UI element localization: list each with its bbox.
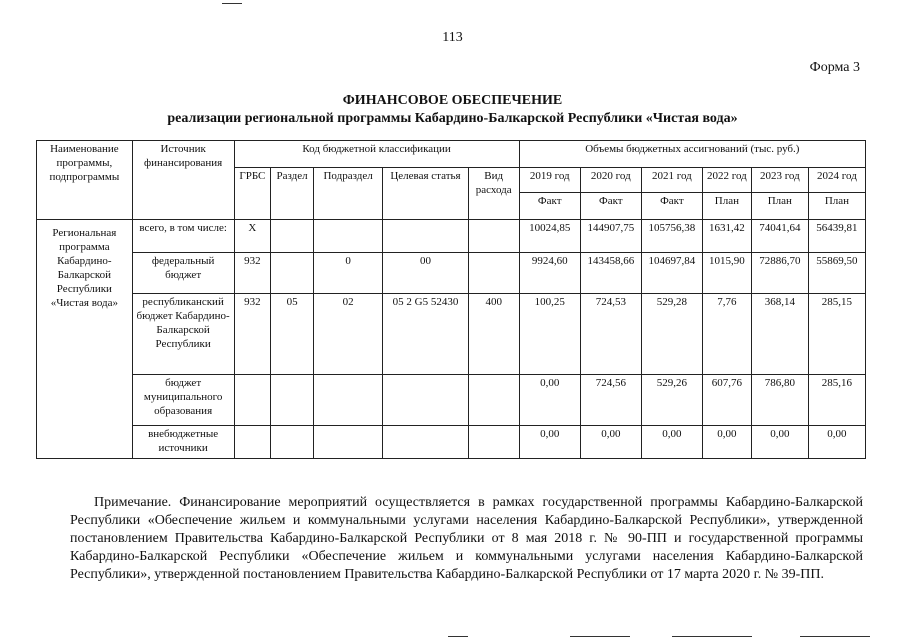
value-cell: 0,00 bbox=[751, 426, 808, 459]
value-cell: 607,76 bbox=[702, 375, 751, 426]
header-grbs: ГРБС bbox=[234, 168, 271, 220]
program-name-cell: Региональная программа Кабардино-Балкарской Республики «Чистая вода» bbox=[37, 220, 133, 459]
scan-artifact-bottom bbox=[570, 636, 630, 637]
podrazdel-cell bbox=[313, 375, 382, 426]
vid-cell bbox=[468, 253, 519, 294]
grbs-cell bbox=[234, 375, 271, 426]
header-year: 2021 год bbox=[641, 168, 702, 193]
header-target: Целевая статья bbox=[383, 168, 469, 220]
target-cell: 05 2 G5 52430 bbox=[383, 294, 469, 375]
header-kind: План bbox=[702, 193, 751, 220]
value-cell: 0,00 bbox=[641, 426, 702, 459]
header-budget-code: Код бюджетной классификации bbox=[234, 141, 519, 168]
document-subtitle: реализации региональной программы Кабардино-Балкарской Республики «Чистая вода» bbox=[167, 111, 738, 126]
source-cell: республиканский бюджет Кабардино-Балкарской Республики bbox=[132, 294, 234, 375]
page-number: 113 bbox=[442, 30, 463, 45]
value-cell: 9924,60 bbox=[519, 253, 580, 294]
financing-table bbox=[36, 140, 866, 459]
scan-artifact-top bbox=[222, 3, 242, 4]
target-cell bbox=[383, 220, 469, 253]
value-cell: 1015,90 bbox=[702, 253, 751, 294]
table-row bbox=[37, 220, 866, 253]
value-cell: 0,00 bbox=[519, 426, 580, 459]
vid-cell bbox=[468, 375, 519, 426]
source-cell: внебюджетные источники bbox=[132, 426, 234, 459]
header-podrazdel: Подраздел bbox=[313, 168, 382, 220]
value-cell: 1631,42 bbox=[702, 220, 751, 253]
value-cell: 100,25 bbox=[519, 294, 580, 375]
value-cell: 368,14 bbox=[751, 294, 808, 375]
value-cell: 74041,64 bbox=[751, 220, 808, 253]
value-cell: 724,53 bbox=[580, 294, 641, 375]
razdel-cell bbox=[271, 375, 314, 426]
form-label: Форма 3 bbox=[809, 60, 860, 75]
value-cell: 0,00 bbox=[808, 426, 865, 459]
header-volumes: Объемы бюджетных ассигнований (тыс. руб.) bbox=[519, 141, 865, 168]
table-row bbox=[37, 294, 866, 375]
table-row bbox=[37, 375, 866, 426]
vid-cell: 400 bbox=[468, 294, 519, 375]
value-cell: 0,00 bbox=[519, 375, 580, 426]
header-kind: План bbox=[751, 193, 808, 220]
grbs-cell: Х bbox=[234, 220, 271, 253]
value-cell: 144907,75 bbox=[580, 220, 641, 253]
header-year: 2019 год bbox=[519, 168, 580, 193]
header-kind: План bbox=[808, 193, 865, 220]
value-cell: 56439,81 bbox=[808, 220, 865, 253]
header-program-name: Наименование программы, подпрограммы bbox=[37, 141, 133, 220]
value-cell: 143458,66 bbox=[580, 253, 641, 294]
razdel-cell bbox=[271, 220, 314, 253]
scan-artifact-bottom bbox=[448, 636, 468, 637]
value-cell: 7,76 bbox=[702, 294, 751, 375]
value-cell: 105756,38 bbox=[641, 220, 702, 253]
value-cell: 786,80 bbox=[751, 375, 808, 426]
value-cell: 285,16 bbox=[808, 375, 865, 426]
target-cell: 00 bbox=[383, 253, 469, 294]
header-kind: Факт bbox=[519, 193, 580, 220]
razdel-cell bbox=[271, 253, 314, 294]
value-cell: 529,28 bbox=[641, 294, 702, 375]
header-kind: Факт bbox=[580, 193, 641, 220]
grbs-cell bbox=[234, 426, 271, 459]
podrazdel-cell bbox=[313, 426, 382, 459]
header-vid: Вид расхода bbox=[468, 168, 519, 220]
value-cell: 285,15 bbox=[808, 294, 865, 375]
scan-artifact-bottom bbox=[672, 636, 752, 637]
header-source: Источник финансирования bbox=[132, 141, 234, 220]
razdel-cell: 05 bbox=[271, 294, 314, 375]
source-cell: бюджет муниципального образования bbox=[132, 375, 234, 426]
podrazdel-cell bbox=[313, 220, 382, 253]
document-title: ФИНАНСОВОЕ ОБЕСПЕЧЕНИЕ bbox=[342, 93, 563, 108]
footnote bbox=[70, 494, 863, 584]
vid-cell bbox=[468, 426, 519, 459]
header-kind: Факт bbox=[641, 193, 702, 220]
vid-cell bbox=[468, 220, 519, 253]
source-cell: федеральный бюджет bbox=[132, 253, 234, 294]
footnote-text: Примечание. Финансирование мероприятий осуществляется в рамках государственной программы Кабардино-Балкарской Республики «Обеспечение жильем и коммунальными услугами населения Кабардино-Балкарской Республики», утвержденной постановлением Правительства Кабардино-Балкарской Республики от 8 мая 2018 г. № 90-ПП и государственной программы Кабардино-Балкарской Республики «Обеспечение жильем и коммунальными услугами населения Кабардино-Балкарской Республики», утвержденной постановлением Правительства Кабардино-Балкарской Республики от 17 марта 2020 г. № 39-ПП. bbox=[70, 495, 863, 582]
header-year: 2020 год bbox=[580, 168, 641, 193]
table-row bbox=[37, 253, 866, 294]
target-cell bbox=[383, 426, 469, 459]
podrazdel-cell: 0 bbox=[313, 253, 382, 294]
header-razdel: Раздел bbox=[271, 168, 314, 220]
header-year: 2022 год bbox=[702, 168, 751, 193]
value-cell: 724,56 bbox=[580, 375, 641, 426]
value-cell: 0,00 bbox=[702, 426, 751, 459]
target-cell bbox=[383, 375, 469, 426]
scan-artifact-bottom bbox=[800, 636, 870, 637]
value-cell: 10024,85 bbox=[519, 220, 580, 253]
podrazdel-cell: 02 bbox=[313, 294, 382, 375]
value-cell: 55869,50 bbox=[808, 253, 865, 294]
source-cell: всего, в том числе: bbox=[132, 220, 234, 253]
value-cell: 0,00 bbox=[580, 426, 641, 459]
value-cell: 529,26 bbox=[641, 375, 702, 426]
value-cell: 104697,84 bbox=[641, 253, 702, 294]
header-year: 2023 год bbox=[751, 168, 808, 193]
razdel-cell bbox=[271, 426, 314, 459]
header-year: 2024 год bbox=[808, 168, 865, 193]
table-row bbox=[37, 426, 866, 459]
value-cell: 72886,70 bbox=[751, 253, 808, 294]
grbs-cell: 932 bbox=[234, 294, 271, 375]
grbs-cell: 932 bbox=[234, 253, 271, 294]
